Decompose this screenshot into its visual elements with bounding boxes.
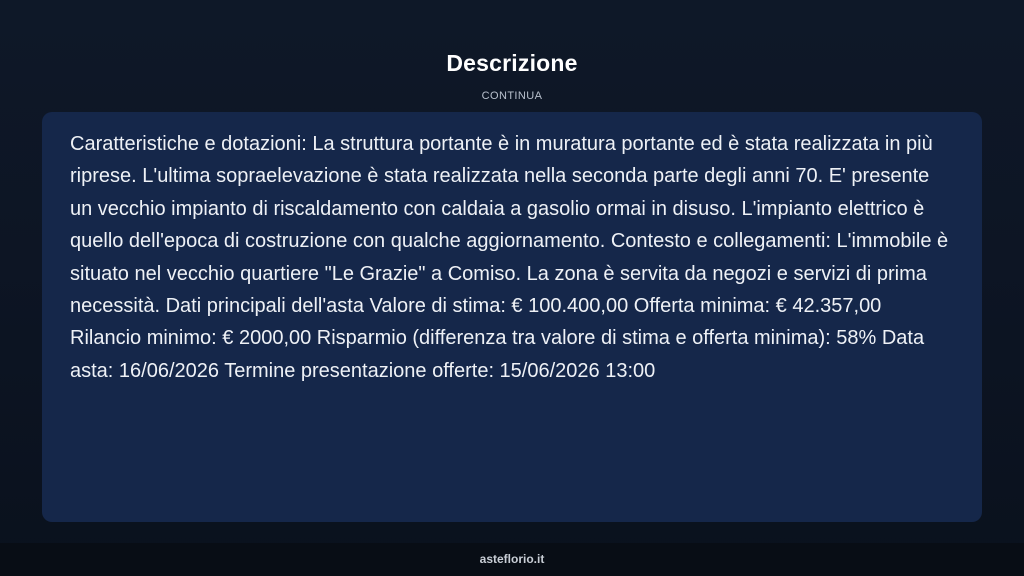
footer-bar	[0, 543, 1024, 576]
description-text: Caratteristiche e dotazioni: La struttura portante è in muratura portante ed è stata realizzata in più riprese. L'ultima sopraelevazione è stata realizzata nella seconda parte degli anni 70. E' presente un vecchio impianto di riscaldamento con caldaia a gasolio ormai in disuso. L'impianto elettrico è quello dell'epoca di costruzione con qualche aggiornamento. Contesto e collegamenti: L'immobile è situato nel vecchio quartiere "Le Grazie" a Comiso. La zona è servita da negozi e servizi di prima necessità. Dati principali dell'asta Valore di stima: € 100.400,00 Offerta minima: € 42.357,00 Rilancio minimo: € 2000,00 Risparmio (differenza tra valore di stima e offerta minima): 58% Data asta: 16/06/2026 Termine presentazione offerte: 15/06/2026 13:00	[70, 133, 949, 382]
site-name: asteflorio.it	[479, 552, 545, 566]
page-title: Descrizione	[446, 50, 578, 76]
continue-label: CONTINUA	[481, 90, 543, 102]
description-card	[42, 112, 982, 522]
